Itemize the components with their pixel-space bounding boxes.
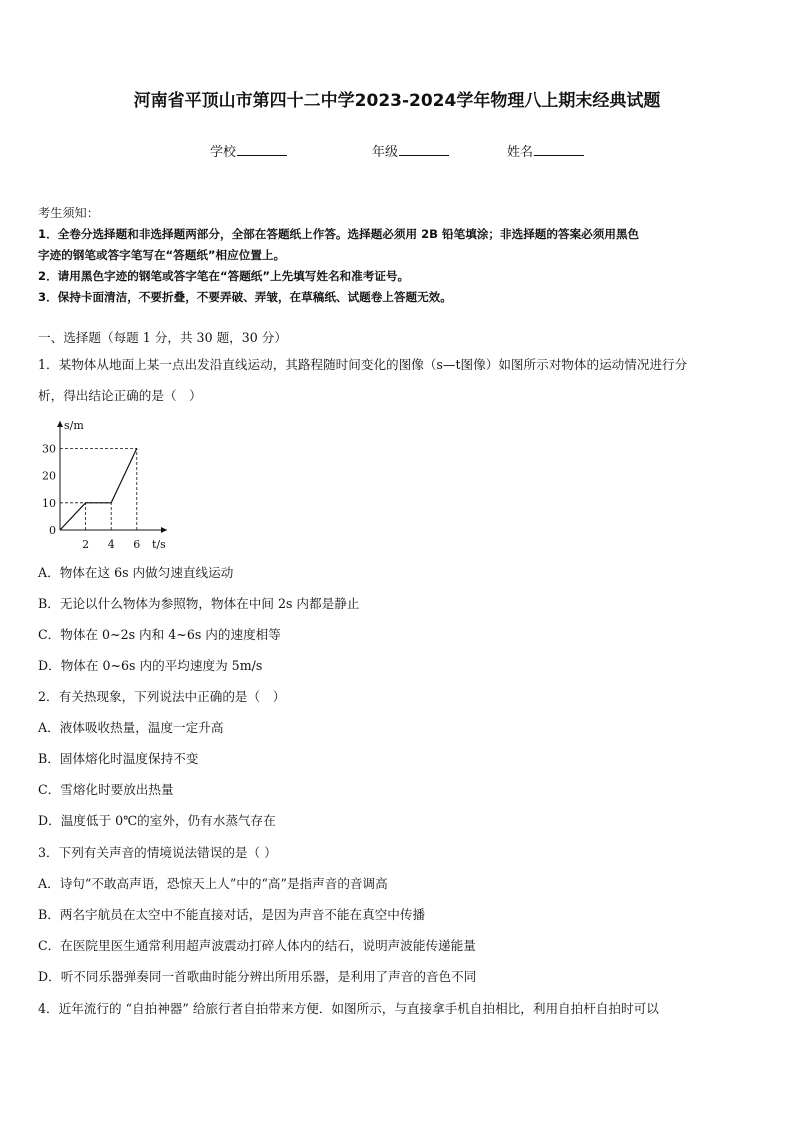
question-1-stem-line-1: 1．某物体从地面上某一点出发沿直线运动，其路程随时间变化的图像（s—t图像）如图所示对物体的运动情况进行分: [38, 357, 688, 372]
name-field: [507, 141, 584, 160]
grade-label: 年级: [372, 145, 399, 160]
school-label: 学校: [210, 145, 237, 160]
section-title: 一、选择题（每题 1 分，共 30 题，30 分）: [38, 330, 287, 345]
question-3-option-d: D．听不同乐器弹奏同一首歌曲时能分辨出所用乐器，是利用了声音的音色不同: [38, 969, 477, 984]
notice-item: 1．全卷分选择题和非选择题两部分，全部在答题纸上作答。选择题必须用 2B 铅笔填涂；非选择题的答案必须用黑色: [38, 227, 640, 241]
x-axis-label: t/s: [152, 538, 166, 551]
school-field: [210, 141, 287, 160]
notice-item: 字迹的钢笔或答字笔写在“答题纸”相应位置上。: [38, 248, 286, 262]
grade-blank: [399, 143, 449, 156]
exam-notice: [38, 203, 758, 308]
x-tick-label: 6: [133, 538, 141, 551]
notice-item: 2．请用黑色字迹的钢笔或答字笔在“答题纸”上先填写姓名和准考证号。: [38, 269, 410, 283]
notice-heading: 考生须知：: [38, 206, 99, 220]
y-tick-label: 10: [42, 496, 56, 510]
x-tick-label: 2: [82, 538, 90, 551]
question-1-option-c: C．物体在 0~2s 内和 4~6s 内的速度相等: [38, 627, 281, 642]
series-line: [60, 448, 137, 530]
grade-field: [372, 141, 449, 160]
question-2-option-b: B．固体熔化时温度保持不变: [38, 751, 199, 766]
y-axis-label: s/m: [64, 419, 84, 432]
x-tick-label: 4: [107, 538, 115, 551]
school-blank: [237, 143, 287, 156]
y-tick-label: 20: [42, 469, 56, 483]
question-2-option-c: C．雪熔化时要放出热量: [38, 782, 174, 797]
question-3-stem: 3．下列有关声音的情境说法错误的是（ ）: [38, 845, 277, 860]
question-4-stem: 4．近年流行的 “自拍神器” 给旅行者自拍带来方便．如图所示，与直接拿手机自拍相比，利用自拍杆自拍时可以: [38, 1001, 659, 1016]
question-3-option-c: C．在医院里医生通常利用超声波震动打碎人体内的结石，说明声波能传递能量: [38, 938, 476, 953]
series-lines: [60, 448, 137, 530]
question-1-option-d: D．物体在 0~6s 内的平均速度为 5m/s: [38, 658, 263, 673]
page-title: 河南省平顶山市第四十二中学2023-2024学年物理八上期末经典试题: [133, 91, 661, 111]
question-2-option-a: A．液体吸收热量，温度一定升高: [38, 720, 224, 735]
question-1-stem-line-2: 析，得出结论正确的是（ ）: [38, 388, 202, 403]
question-3-option-a: A．诗句“不敢高声语，恐惊天上人”中的“高”是指声音的音调高: [38, 876, 388, 891]
tick-labels: [42, 442, 140, 551]
y-tick-label: 30: [42, 442, 56, 456]
question-3-option-b: B．两名宇航员在太空中不能直接对话，是因为声音不能在真空中传播: [38, 907, 426, 922]
name-blank: [534, 143, 584, 156]
question-2-option-d: D．温度低于 0℃的室外，仍有水蒸气存在: [38, 813, 276, 828]
notice-item: 3．保持卡面清洁，不要折叠，不要弄破、弄皱，在草稿纸、试题卷上答题无效。: [38, 290, 452, 304]
question-1-option-b: B．无论以什么物体为参照物，物体在中间 2s 内都是静止: [38, 596, 360, 611]
y-tick-label: 0: [49, 524, 56, 537]
question-2-stem: 2．有关热现象，下列说法中正确的是（ ）: [38, 689, 286, 704]
question-1-option-a: A．物体在这 6s 内做匀速直线运动: [38, 565, 234, 580]
name-label: 姓名: [507, 145, 534, 160]
s-t-graph: [30, 413, 190, 553]
